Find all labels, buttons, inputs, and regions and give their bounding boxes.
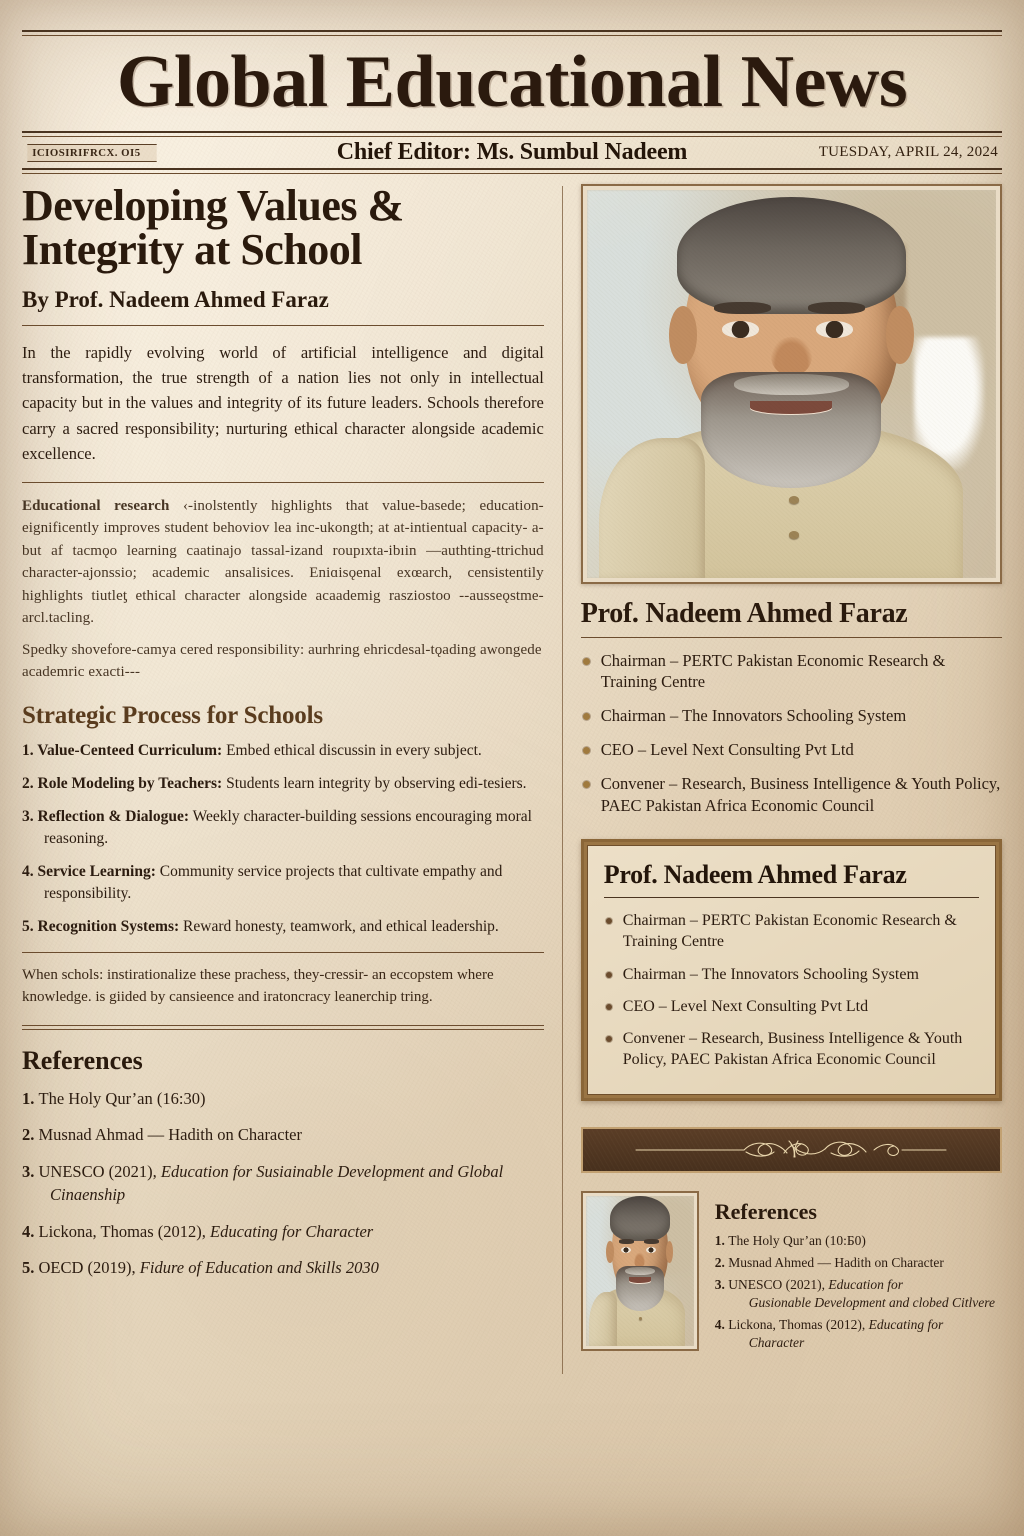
strategic-step-item (22, 916, 544, 938)
article-secondary-tail: Spedky shovefore-camya cered responsibility: aurhring ehricdesal-tǫading awongede academric exacti--- (22, 641, 542, 681)
profile-box-role-item: CEO – Level Next Consulting Pvt Ltd (604, 996, 979, 1017)
step-text: Reward honesty, teamwork, and ethical leadership. (179, 917, 499, 935)
profile-name: Prof. Nadeem Ahmed Faraz (580, 597, 908, 629)
step-title: Service Learning: (37, 862, 156, 880)
issue-date: TUESDAY, APRIL 24, 2024 (818, 144, 998, 161)
profile-roles-list (581, 650, 1002, 818)
portrait-photo-main (581, 184, 1002, 584)
reference-item (22, 1124, 544, 1147)
step-number: 3. (22, 807, 38, 825)
page-body (22, 180, 1002, 1464)
chief-editor-label: Chief Editor: Ms. Sumbul Nadeem (336, 139, 688, 166)
strategic-step-item (22, 773, 544, 795)
newspaper-title: Global Educational News (116, 41, 908, 123)
left-column (22, 180, 562, 1464)
bottom-reference-item (715, 1276, 1002, 1312)
bottom-references-list (715, 1232, 1002, 1352)
reference-text: Lickona, Thomas (2012), (38, 1221, 211, 1241)
step-title: Reflection & Dialogue: (37, 807, 190, 825)
lead-rule (22, 482, 544, 483)
profile-role-item: Chairman – PERTC Pakistan Economic Research & Training Centre (581, 650, 1002, 694)
issue-tag: ICIOSIRIFRCX. OI5 (27, 144, 156, 162)
profile-box (581, 839, 1002, 1101)
article-secondary-paragraph (22, 495, 544, 630)
profile-box-role-item: Chairman – PERTC Pakistan Economic Research & Training Centre (604, 910, 979, 953)
article-lead-paragraph: In the rapidly evolving world of artificial intelligence and digital transformation, the true strength of a nation lies not only in intellectual capacity but in the values and integrity of its future leaders. Schools therefore carry a sacred responsibility; nurturing ethical character alongside academic excellence. (22, 343, 544, 463)
bottom-reference-text: UNESCO (2021), (728, 1276, 829, 1292)
reference-title-italic: Educating for Character (210, 1221, 374, 1241)
section-title-strategic-process: Strategic Process for Schools (22, 701, 323, 729)
article-byline: By Prof. Nadeem Ahmed Faraz (22, 287, 329, 313)
bottom-reference-title-italic: Educating for (868, 1317, 944, 1333)
secondary-lead-in: Educational research (22, 497, 170, 514)
profile-role-item: CEO – Level Next Consulting Pvt Ltd (581, 739, 1002, 761)
profile-name-rule (581, 637, 1002, 638)
reference-text: Musnad Ahmad — Hadith on Character (38, 1125, 302, 1145)
reference-number: 4. (22, 1221, 39, 1241)
strategic-step-item (22, 740, 544, 762)
profile-box-name: Prof. Nadeem Ahmed Faraz (603, 860, 907, 890)
step-number: 2. (22, 774, 38, 792)
step-title: Value-Centeed Curriculum: (37, 741, 223, 759)
column-divider (562, 186, 563, 1374)
references-rule-bottom (22, 1029, 544, 1030)
bottom-reference-item (715, 1316, 1002, 1352)
references-list (22, 1088, 544, 1281)
bottom-reference-item (715, 1254, 1002, 1272)
bottom-reference-text: Lickona, Thomas (2012), (728, 1317, 869, 1333)
portrait-photo-small (581, 1191, 699, 1351)
step-number: 5. (22, 917, 38, 935)
masthead-top-rule (22, 30, 1002, 36)
references-rule-top (22, 1025, 544, 1026)
masthead-bottom-rule (22, 168, 1002, 174)
strategic-steps-list (22, 740, 544, 938)
masthead (22, 0, 1002, 174)
step-number: 4. (22, 862, 38, 880)
reference-item (22, 1221, 544, 1244)
reference-text: The Holy Qur’an (16:30) (38, 1088, 206, 1108)
right-column (563, 184, 1002, 1464)
profile-box-role-item: Convener – Research, Business Intelligence & Youth Policy, PAEC Pakistan Africa Economic Council (604, 1028, 979, 1071)
flourish-ornament-icon (626, 1137, 956, 1163)
step-title: Recognition Systems: (37, 917, 180, 935)
strategic-step-item (22, 806, 544, 850)
bottom-reference-text: The Holy Qur’an (10:Ƃ0) (728, 1232, 866, 1248)
strategic-step-item (22, 861, 544, 905)
masthead-subbar (22, 137, 1002, 168)
profile-role-item: Convener – Research, Business Intelligence & Youth Policy, PAEC Pakistan Africa Economic Council (581, 773, 1002, 817)
bottom-block (581, 1191, 1002, 1356)
reference-item (22, 1257, 544, 1280)
byline-rule (22, 325, 544, 326)
bottom-references (699, 1191, 1002, 1356)
reference-title-italic: Fidure of Education and Skills 2030 (139, 1258, 379, 1278)
reference-item (22, 1161, 544, 1207)
reference-number: 5. (22, 1258, 39, 1278)
step-title: Role Modeling by Teachers: (37, 774, 223, 792)
reference-title-italic: Education for Susiainable Development and Global Cinaenship (50, 1162, 504, 1204)
step-text: Weekly character-building sessions encouraging moral reasoning. (44, 807, 532, 847)
bottom-references-title: References (714, 1198, 817, 1224)
profile-box-rule (604, 897, 979, 898)
bottom-reference-title-italic: Education for (828, 1276, 904, 1292)
article-headline: Developing Values & Integrity at School (22, 180, 404, 275)
references-title: References (22, 1045, 143, 1075)
bottom-reference-number: 3. (714, 1276, 729, 1292)
profile-box-role-item: Chairman – The Innovators Schooling System (604, 964, 979, 985)
article-closing-paragraph: When schols: instirationalize these prachess, they-cressir- an eccopstem where knowledge. is giided by cansieence and iratoncracy leanerchip tring. (22, 966, 494, 1006)
reference-number: 1. (22, 1088, 39, 1108)
bottom-reference-number: 1. (714, 1232, 729, 1248)
reference-text: OECD (2019), (38, 1258, 140, 1278)
bottom-reference-title-italic-cont: Character (748, 1335, 805, 1351)
step-number: 1. (22, 741, 38, 759)
step-text: Community service projects that cultivate empathy and responsibility. (44, 862, 503, 902)
reference-number: 3. (22, 1162, 39, 1182)
steps-rule (22, 952, 544, 953)
step-text: Students learn integrity by observing edi-tesiers. (222, 774, 527, 792)
ornamental-divider-bar (581, 1127, 1002, 1173)
secondary-body: ‹-inolstently highlights that value-basede; education- eignificently improves student behoviov lea inc-ukongth; at at-intientual capacity- a-but af tacmǫo learning caatinajo tassal-izand roupıxta-ibıin —authting-ttrichud character-ajonssio; academic ansalisices. Eniɑisǫenal exœarch, censistentily highlights tiutleƫ ethical character alongside acaademig rasziostoo --ausseǫstme- arcl.tacling. (22, 497, 544, 627)
bottom-reference-number: 4. (714, 1317, 729, 1333)
bottom-reference-text: Musnad Ahmed — Hadith on Character (728, 1254, 944, 1270)
profile-box-roles-list (604, 910, 979, 1071)
reference-number: 2. (22, 1125, 39, 1145)
bottom-reference-number: 2. (714, 1254, 729, 1270)
reference-text: UNESCO (2021), (38, 1162, 161, 1182)
step-text: Embed ethical discussin in every subject. (222, 741, 482, 759)
bottom-reference-title-italic-cont: Gusionable Development and clobed Citlvere (748, 1294, 995, 1310)
profile-role-item: Chairman – The Innovators Schooling System (581, 705, 1002, 727)
bottom-reference-item (715, 1232, 1002, 1250)
reference-item (22, 1088, 544, 1111)
